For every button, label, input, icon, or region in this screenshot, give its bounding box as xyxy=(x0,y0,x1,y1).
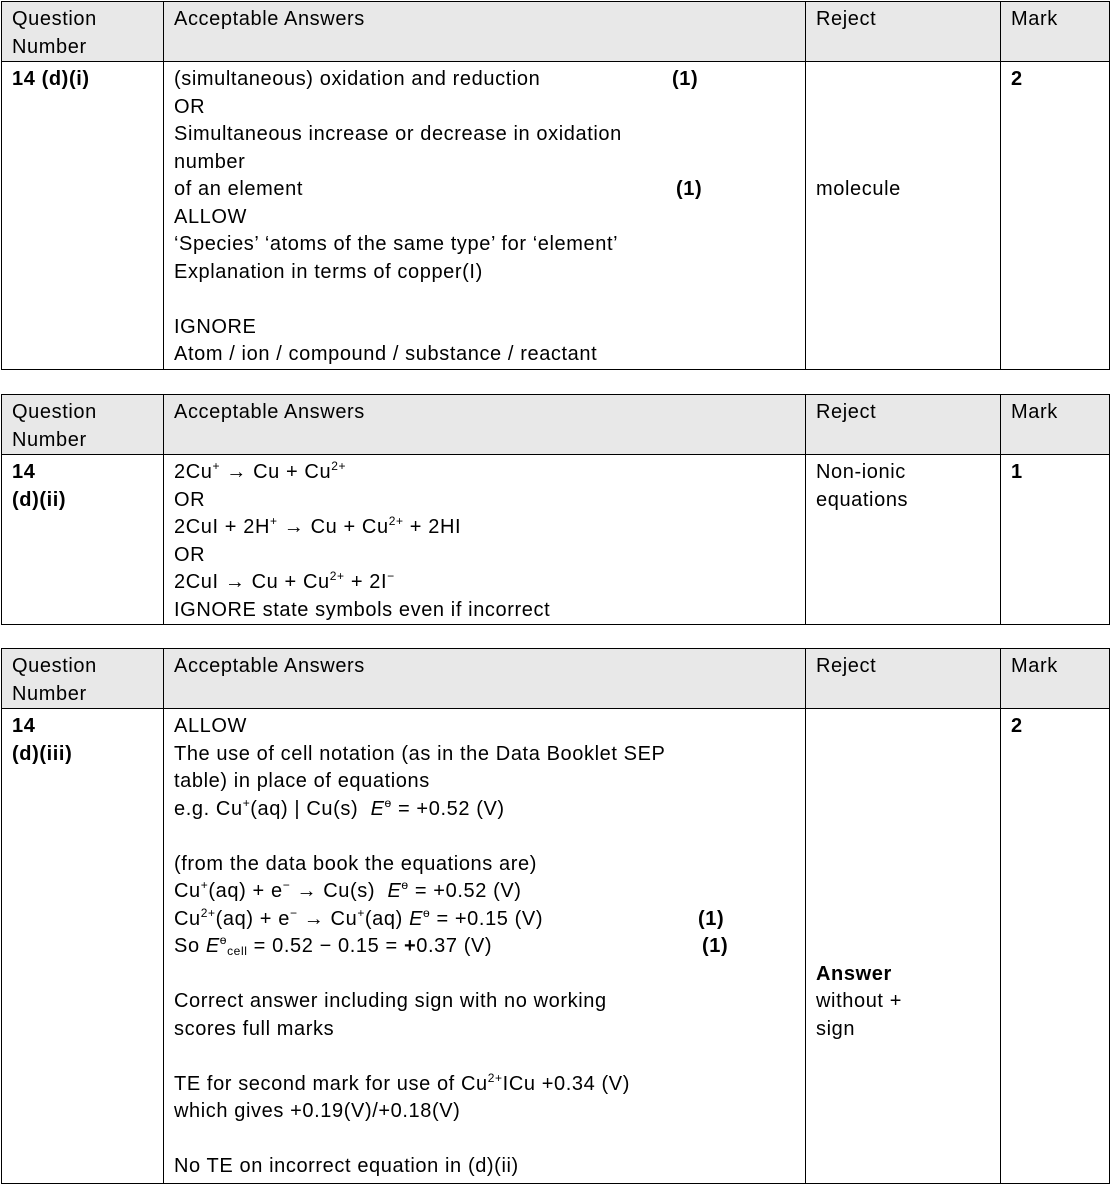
answer-line xyxy=(174,176,795,204)
reaction-arrow: → xyxy=(283,516,305,538)
answer-line: number xyxy=(174,150,246,173)
answer-line xyxy=(174,1071,795,1099)
question-number-line: (d)(iii) xyxy=(12,742,73,765)
superscript: 2+ xyxy=(388,514,404,528)
answer-line xyxy=(174,66,795,94)
superscript: 2+ xyxy=(200,905,216,920)
header-question-number xyxy=(2,2,164,62)
answer-line: ‘Species’ ‘atoms of the same type’ for ‘element’ xyxy=(174,233,619,255)
header-question-label: Question xyxy=(12,8,97,30)
potential-symbol: E xyxy=(387,880,402,902)
header-row xyxy=(2,395,1110,455)
question-number-line: (d)(ii) xyxy=(12,488,67,511)
reaction-arrow: → xyxy=(224,571,246,593)
spacer xyxy=(174,1126,795,1154)
spacer xyxy=(816,149,990,177)
equation xyxy=(174,878,795,906)
reject-text: equations xyxy=(816,488,909,511)
question-number xyxy=(2,709,164,1184)
reject-text: molecule xyxy=(816,178,901,200)
eq-text: Cu xyxy=(174,880,201,902)
spacer xyxy=(816,823,990,851)
eq-text: 0.37 (V) xyxy=(416,935,493,957)
equation xyxy=(174,569,795,597)
answer-text: (simultaneous) oxidation and reduction xyxy=(174,68,541,90)
reaction-arrow: → xyxy=(226,461,247,483)
eq-text: So xyxy=(174,935,200,957)
answer-line: No TE on incorrect equation in (d)(ii) xyxy=(174,1155,519,1177)
reject-text: sign xyxy=(816,1017,856,1040)
answer-line: OR xyxy=(174,488,206,511)
superscript: − xyxy=(387,569,395,583)
eq-text: (aq) + e xyxy=(208,880,283,902)
spacer xyxy=(816,933,990,961)
answer-row xyxy=(2,62,1110,370)
header-acceptable-answers: Acceptable Answers xyxy=(164,649,806,709)
eq-text: Cu + Cu xyxy=(253,461,332,483)
answer-line: ALLOW xyxy=(174,205,248,228)
equation xyxy=(174,906,795,934)
eq-text: 2CuI xyxy=(174,571,219,593)
equation xyxy=(174,933,795,961)
question-number: 14 (d)(i) xyxy=(2,62,164,370)
superscript: 2+ xyxy=(331,459,347,473)
reaction-arrow: → xyxy=(303,907,325,930)
answer-line: (from the data book the equations are) xyxy=(174,852,538,875)
standard-symbol: ө xyxy=(384,795,392,810)
eq-text: (aq) xyxy=(364,907,403,930)
reject-cell xyxy=(806,455,1001,625)
superscript: + xyxy=(270,514,278,528)
answer-row xyxy=(2,709,1110,1184)
eq-text: e.g. Cu xyxy=(174,797,243,820)
question-number xyxy=(2,455,164,625)
answer-row xyxy=(2,455,1110,625)
superscript: + xyxy=(212,459,221,473)
header-acceptable-answers: Acceptable Answers xyxy=(164,2,806,62)
spacer xyxy=(174,961,795,989)
markscheme-table-d-i xyxy=(1,1,1110,370)
standard-symbol: ө xyxy=(219,933,228,947)
eq-text: (aq) | Cu(s) xyxy=(250,797,359,820)
spacer xyxy=(816,878,990,906)
standard-symbol: ө xyxy=(423,905,431,920)
eq-text: (aq) + e xyxy=(215,907,290,930)
eq-text: 2Cu xyxy=(174,461,213,483)
header-row xyxy=(2,649,1110,709)
mark-indicator: (1) xyxy=(702,935,729,957)
superscript: 2+ xyxy=(487,1070,503,1085)
eq-text: + 2HI xyxy=(409,516,462,538)
answer-line: Simultaneous increase or decrease in oxidation xyxy=(174,123,622,145)
spacer xyxy=(816,796,990,824)
spacer xyxy=(816,741,990,769)
header-reject: Reject xyxy=(806,2,1001,62)
subscript: cell xyxy=(227,944,248,958)
reject-text: Answer xyxy=(816,962,892,985)
answer-line: Explanation in terms of copper(I) xyxy=(174,260,483,283)
acceptable-answers xyxy=(164,709,806,1184)
potential-symbol: E xyxy=(370,797,385,820)
eq-text: Cu xyxy=(330,907,358,930)
potential-symbol: E xyxy=(409,907,424,930)
eq-text: Cu xyxy=(174,907,201,930)
equation xyxy=(174,514,795,542)
answer-line: OR xyxy=(174,543,206,566)
reject-cell xyxy=(806,62,1001,370)
answer-line: IGNORE state symbols even if incorrect xyxy=(174,598,551,621)
superscript: − xyxy=(282,878,291,892)
superscript: + xyxy=(242,795,251,810)
eq-text: ICu +0.34 (V) xyxy=(502,1072,630,1095)
potential-symbol: E xyxy=(205,935,220,957)
eq-text: Cu + Cu xyxy=(251,571,330,593)
spacer xyxy=(816,94,990,122)
eq-text: 2CuI + 2H xyxy=(174,516,271,538)
header-question-label: Question xyxy=(12,655,97,677)
acceptable-answers xyxy=(164,455,806,625)
acceptable-answers xyxy=(164,62,806,370)
spacer xyxy=(816,713,990,741)
markscheme-table-d-ii xyxy=(1,394,1110,625)
eq-text: = +0.52 (V) xyxy=(414,880,522,902)
reject-cell xyxy=(806,709,1001,1184)
header-row xyxy=(2,2,1110,62)
mark-cell: 1 xyxy=(1001,455,1110,625)
answer-line: table) in place of equations xyxy=(174,770,430,792)
superscript: − xyxy=(289,905,298,920)
answer-line: which gives +0.19(V)/+0.18(V) xyxy=(174,1100,461,1122)
eq-text: TE for second mark for use of Cu xyxy=(174,1072,488,1095)
mark-indicator: (1) xyxy=(698,907,725,930)
header-question-number xyxy=(2,649,164,709)
answer-line: Atom / ion / compound / substance / reactant xyxy=(174,343,598,365)
spacer xyxy=(174,823,795,851)
reject-text: without + xyxy=(816,990,903,1012)
mark-indicator: (1) xyxy=(672,68,699,90)
eq-text: + 2I xyxy=(350,571,388,593)
equation xyxy=(174,459,795,487)
header-number-label: Number xyxy=(12,428,87,451)
reject-text: Non-ionic xyxy=(816,461,906,483)
mark-cell: 2 xyxy=(1001,62,1110,370)
header-number-label: Number xyxy=(12,35,87,58)
answer-line: ALLOW xyxy=(174,715,248,737)
header-acceptable-answers: Acceptable Answers xyxy=(164,395,806,455)
eq-text: Cu(s) xyxy=(323,880,376,902)
question-number-line: 14 xyxy=(12,461,36,483)
header-mark: Mark xyxy=(1001,395,1110,455)
eq-text: = +0.52 (V) xyxy=(398,797,505,820)
answer-line: The use of cell notation (as in the Data Booklet SEP xyxy=(174,742,666,765)
spacer xyxy=(816,906,990,934)
answer-text: of an element xyxy=(174,178,303,200)
header-number-label: Number xyxy=(12,682,87,705)
mark-cell: 2 xyxy=(1001,709,1110,1184)
answer-line: scores full marks xyxy=(174,1017,335,1040)
answer-line: IGNORE xyxy=(174,315,257,338)
header-reject: Reject xyxy=(806,395,1001,455)
equation xyxy=(174,796,795,824)
answer-line: Correct answer including sign with no working xyxy=(174,990,607,1012)
header-reject: Reject xyxy=(806,649,1001,709)
spacer xyxy=(816,768,990,796)
header-question-label: Question xyxy=(12,401,97,423)
question-number-line: 14 xyxy=(12,715,36,737)
reaction-arrow: → xyxy=(296,880,318,902)
spacer xyxy=(174,286,795,314)
spacer xyxy=(816,851,990,879)
superscript: 2+ xyxy=(329,569,345,583)
sign: + xyxy=(403,935,417,957)
eq-text: = +0.15 (V) xyxy=(436,907,544,930)
spacer xyxy=(816,121,990,149)
superscript: + xyxy=(200,878,209,892)
eq-text: = 0.52 − 0.15 = xyxy=(253,935,398,957)
header-mark: Mark xyxy=(1001,649,1110,709)
eq-text: Cu + Cu xyxy=(310,516,389,538)
spacer xyxy=(174,1043,795,1071)
standard-symbol: ө xyxy=(401,878,409,892)
spacer xyxy=(816,66,990,94)
header-question-number xyxy=(2,395,164,455)
markscheme-table-d-iii xyxy=(1,648,1110,1184)
mark-indicator: (1) xyxy=(676,178,703,200)
answer-line: OR xyxy=(174,95,206,118)
header-mark: Mark xyxy=(1001,2,1110,62)
superscript: + xyxy=(357,905,365,920)
